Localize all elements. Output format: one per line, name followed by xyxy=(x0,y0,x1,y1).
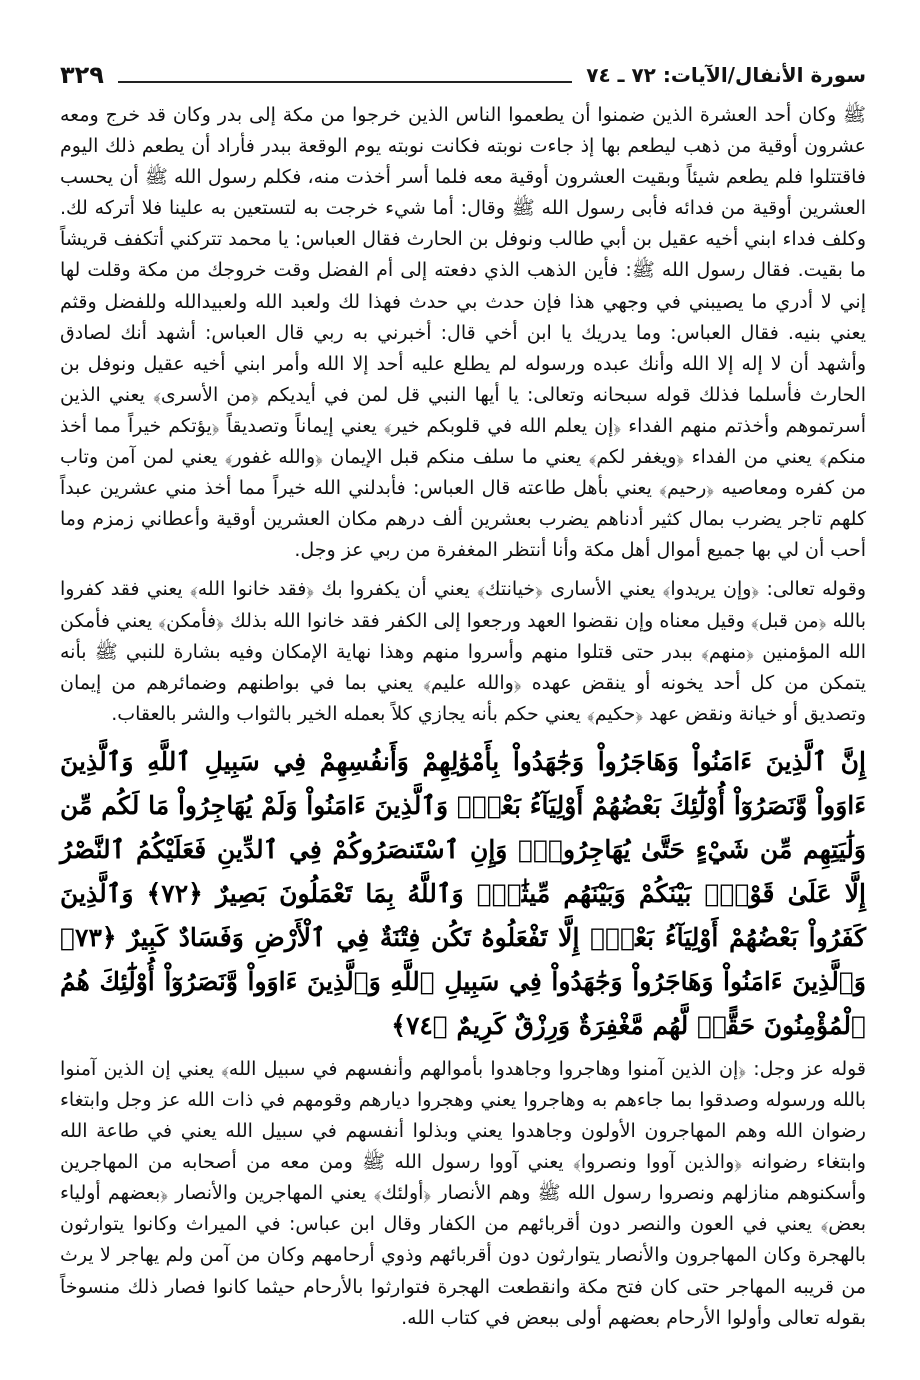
commentary-paragraph-2: وقوله تعالى: ﴿وإن يريدوا﴾ يعني الأسارى ﴿خيانتك﴾ يعني أن يكفروا بك ﴿فقد خانوا الله﴾ يعني فقد كفروا بالله ﴿من قبل﴾ وقيل معناه وإن نقضوا العهد ورجعوا إلى الكفر فقد خانوا الله بذلك ﴿فأمكن﴾ يعني فأمكن الله المؤمنين ﴿منهم﴾ ببدر حتى قتلوا منهم وأسروا منهم وهذا نهاية الإمكان وفيه بشارة للنبي ﷺ بأنه يتمكن من كل أحد يخونه أو ينقض عهده ﴿والله عليم﴾ يعني بما في بواطنهم وضمائرهم من إيمان وتصديق أو خيانة ونقض عهد ﴿حكيم﴾ يعني حكم بأنه يجازي كلاً بعمله الخير بالثواب والشر بالعقاب. xyxy=(60,578,866,725)
quran-verses: إِنَّ ٱلَّذِينَ ءَامَنُواْ وَهَاجَرُواْ وَجَٰهَدُواْ بِأَمْوَٰلِهِمْ وَأَنفُسِهِمْ فِي سَبِيلِ ٱللَّهِ وَٱلَّذِينَ ءَاوَواْ وَّنَصَرُوٓاْ أُوْلَٰٓئِكَ بَعْضُهُمْ أَوْلِيَآءُ بَعْضٍۚ وَٱلَّذِينَ ءَامَنُواْ وَلَمْ يُهَاجِرُواْ مَا لَكُم مِّن وَلَٰيَتِهِم مِّن شَيْءٍ حَتَّىٰ يُهَاجِرُواْۚ وَإِنِ ٱسْتَنصَرُوكُمْ فِي ٱلدِّينِ فَعَلَيْكُمُ ٱلنَّصْرُ إِلَّا عَلَىٰ قَوْمِۭ بَيْنَكُمْ وَبَيْنَهُم مِّيثَٰقٌۗ وَٱللَّهُ بِمَا تَعْمَلُونَ بَصِيرٌ ﴿٧٢﴾ وَٱلَّذِينَ كَفَرُواْ بَعْضُهُمْ أَوْلِيَآءُ بَعْضٍۚ إِلَّا تَفْعَلُوهُ تَكُن فِتْنَةٌ فِي ٱلْأَرْضِ وَفَسَادٌ كَبِيرٌ ﴿٧٣﴾ وَٱلَّذِينَ ءَامَنُواْ وَهَاجَرُواْ وَجَٰهَدُواْ فِي سَبِيلِ ٱللَّهِ وَٱلَّذِينَ ءَاوَواْ وَّنَصَرُوٓاْ أُوْلَٰٓئِكَ هُمُ ٱلْمُؤْمِنُونَ حَقًّاۚ لَّهُم مَّغْفِرَةٌ وَرِزْقٌ كَرِيمٌ ﴿٧٤﴾ xyxy=(60,746,866,1040)
commentary-paragraph-3: قوله عز وجل: ﴿إن الذين آمنوا وهاجروا وجاهدوا بأموالهم وأنفسهم في سبيل الله﴾ يعني إن الذين آمنوا بالله ورسوله وصدقوا بما جاءهم به وهاجروا يعني وهجروا ديارهم وقومهم في ذات الله عز وجل وابتغاء رضوان الله وهم المهاجرون الأولون وجاهدوا يعني وبذلوا أنفسهم في سبيل الله يعني في طاعة الله وابتغاء رضوانه ﴿والذين آووا ونصروا﴾ يعني آووا رسول الله ﷺ ومن معه من أصحابه من المهاجرين وأسكنوهم منازلهم ونصروا رسول الله ﷺ وهم الأنصار ﴿أولئك﴾ يعني المهاجرين والأنصار ﴿بعضهم أولياء بعض﴾ يعني في العون والنصر دون أقربائهم من الكفار وقال ابن عباس: في الميراث وكانوا يتوارثون بالهجرة وكان المهاجرون والأنصار يتوارثون دون أقربائهم وذوي أرحامهم وكان من آمن ولم يهاجر لا يرث من قريبه المهاجر حتى كان فتح مكة وانقطعت الهجرة فتوارثوا بالأرحام حيثما كانوا فصار ذلك منسوخاً بقوله تعالى وأولوا الأرحام بعضهم أولى ببعض في كتاب الله. xyxy=(60,1057,866,1329)
page-number: ٣٢٩ xyxy=(60,61,104,89)
surah-heading: سورة الأنفال/الآيات: ٧٢ ـ ٧٤ xyxy=(586,63,866,87)
commentary-paragraph-1: ﷺ وكان أحد العشرة الذين ضمنوا أن يطعموا الناس الذين خرجوا من مكة إلى بدر وكان قد خرج ومعه عشرون أوقية من ذهب ليطعم بها إذ جاءت نوبته فكانت نوبته يوم الوقعة ببدر فأراد أن يطعم ذلك اليوم فاقتتلوا فلم يطعم شيئاً وبقيت العشرون أوقية معه فلما أسر أخذت منه، فكلم رسول الله ﷺ أن يحسب العشرين أوقية من فدائه فأبى رسول الله ﷺ وقال: أما شيء خرجت به لتستعين به علينا فلا أتركه لك. وكلف فداء ابني أخيه عقيل بن أبي طالب ونوفل بن الحارث فقال العباس: يا محمد تتركني أتكفف قريشاً ما بقيت. فقال رسول الله ﷺ: فأين الذهب الذي دفعته إلى أم الفضل وقت خروجك من مكة وقلت لها إني لا أدري ما يصيبني في وجهي هذا فإن حدث بي حدث فهذا لك ولعبد الله ولعبيدالله وللفضل وقثم يعني بنيه. فقال العباس: وما يدريك يا ابن أخي قال: أخبرني به ربي قال العباس: أشهد أنك لصادق وأشهد أن لا إله إلا الله وأنك عبده ورسوله لم يطلع عليه أحد إلا الله وأمر ابني أخيه عقيل ونوفل بن الحارث فأسلما فذلك قوله سبحانه وتعالى: يا أيها النبي قل لمن في أيديكم ﴿من الأسرى﴾ يعني الذين أسرتموهم وأخذتم منهم الفداء ﴿إن يعلم الله في قلوبكم خير﴾ يعني إيماناً وتصديقاً ﴿يؤتكم خيراً مما أخذ منكم﴾ يعني من الفداء ﴿ويغفر لكم﴾ يعني ما سلف منكم قبل الإيمان ﴿والله غفور﴾ يعني لمن آمن وتاب من كفره ومعاصيه ﴿رحيم﴾ يعني بأهل طاعته قال العباس: فأبدلني الله خيراً مما أخذ مني عشرين عبداً كلهم تاجر يضرب بمال كثير أدناهم يضرب بعشرين ألف درهم مكان العشرين أوقية وأعطاني زمزم وما أحب أن لي بها جميع أموال أهل مكة وأنا أنتظر المغفرة من ربي عز وجل. xyxy=(60,104,866,562)
page-header xyxy=(60,58,866,92)
page-body xyxy=(60,100,866,1334)
header-rule xyxy=(118,81,572,83)
